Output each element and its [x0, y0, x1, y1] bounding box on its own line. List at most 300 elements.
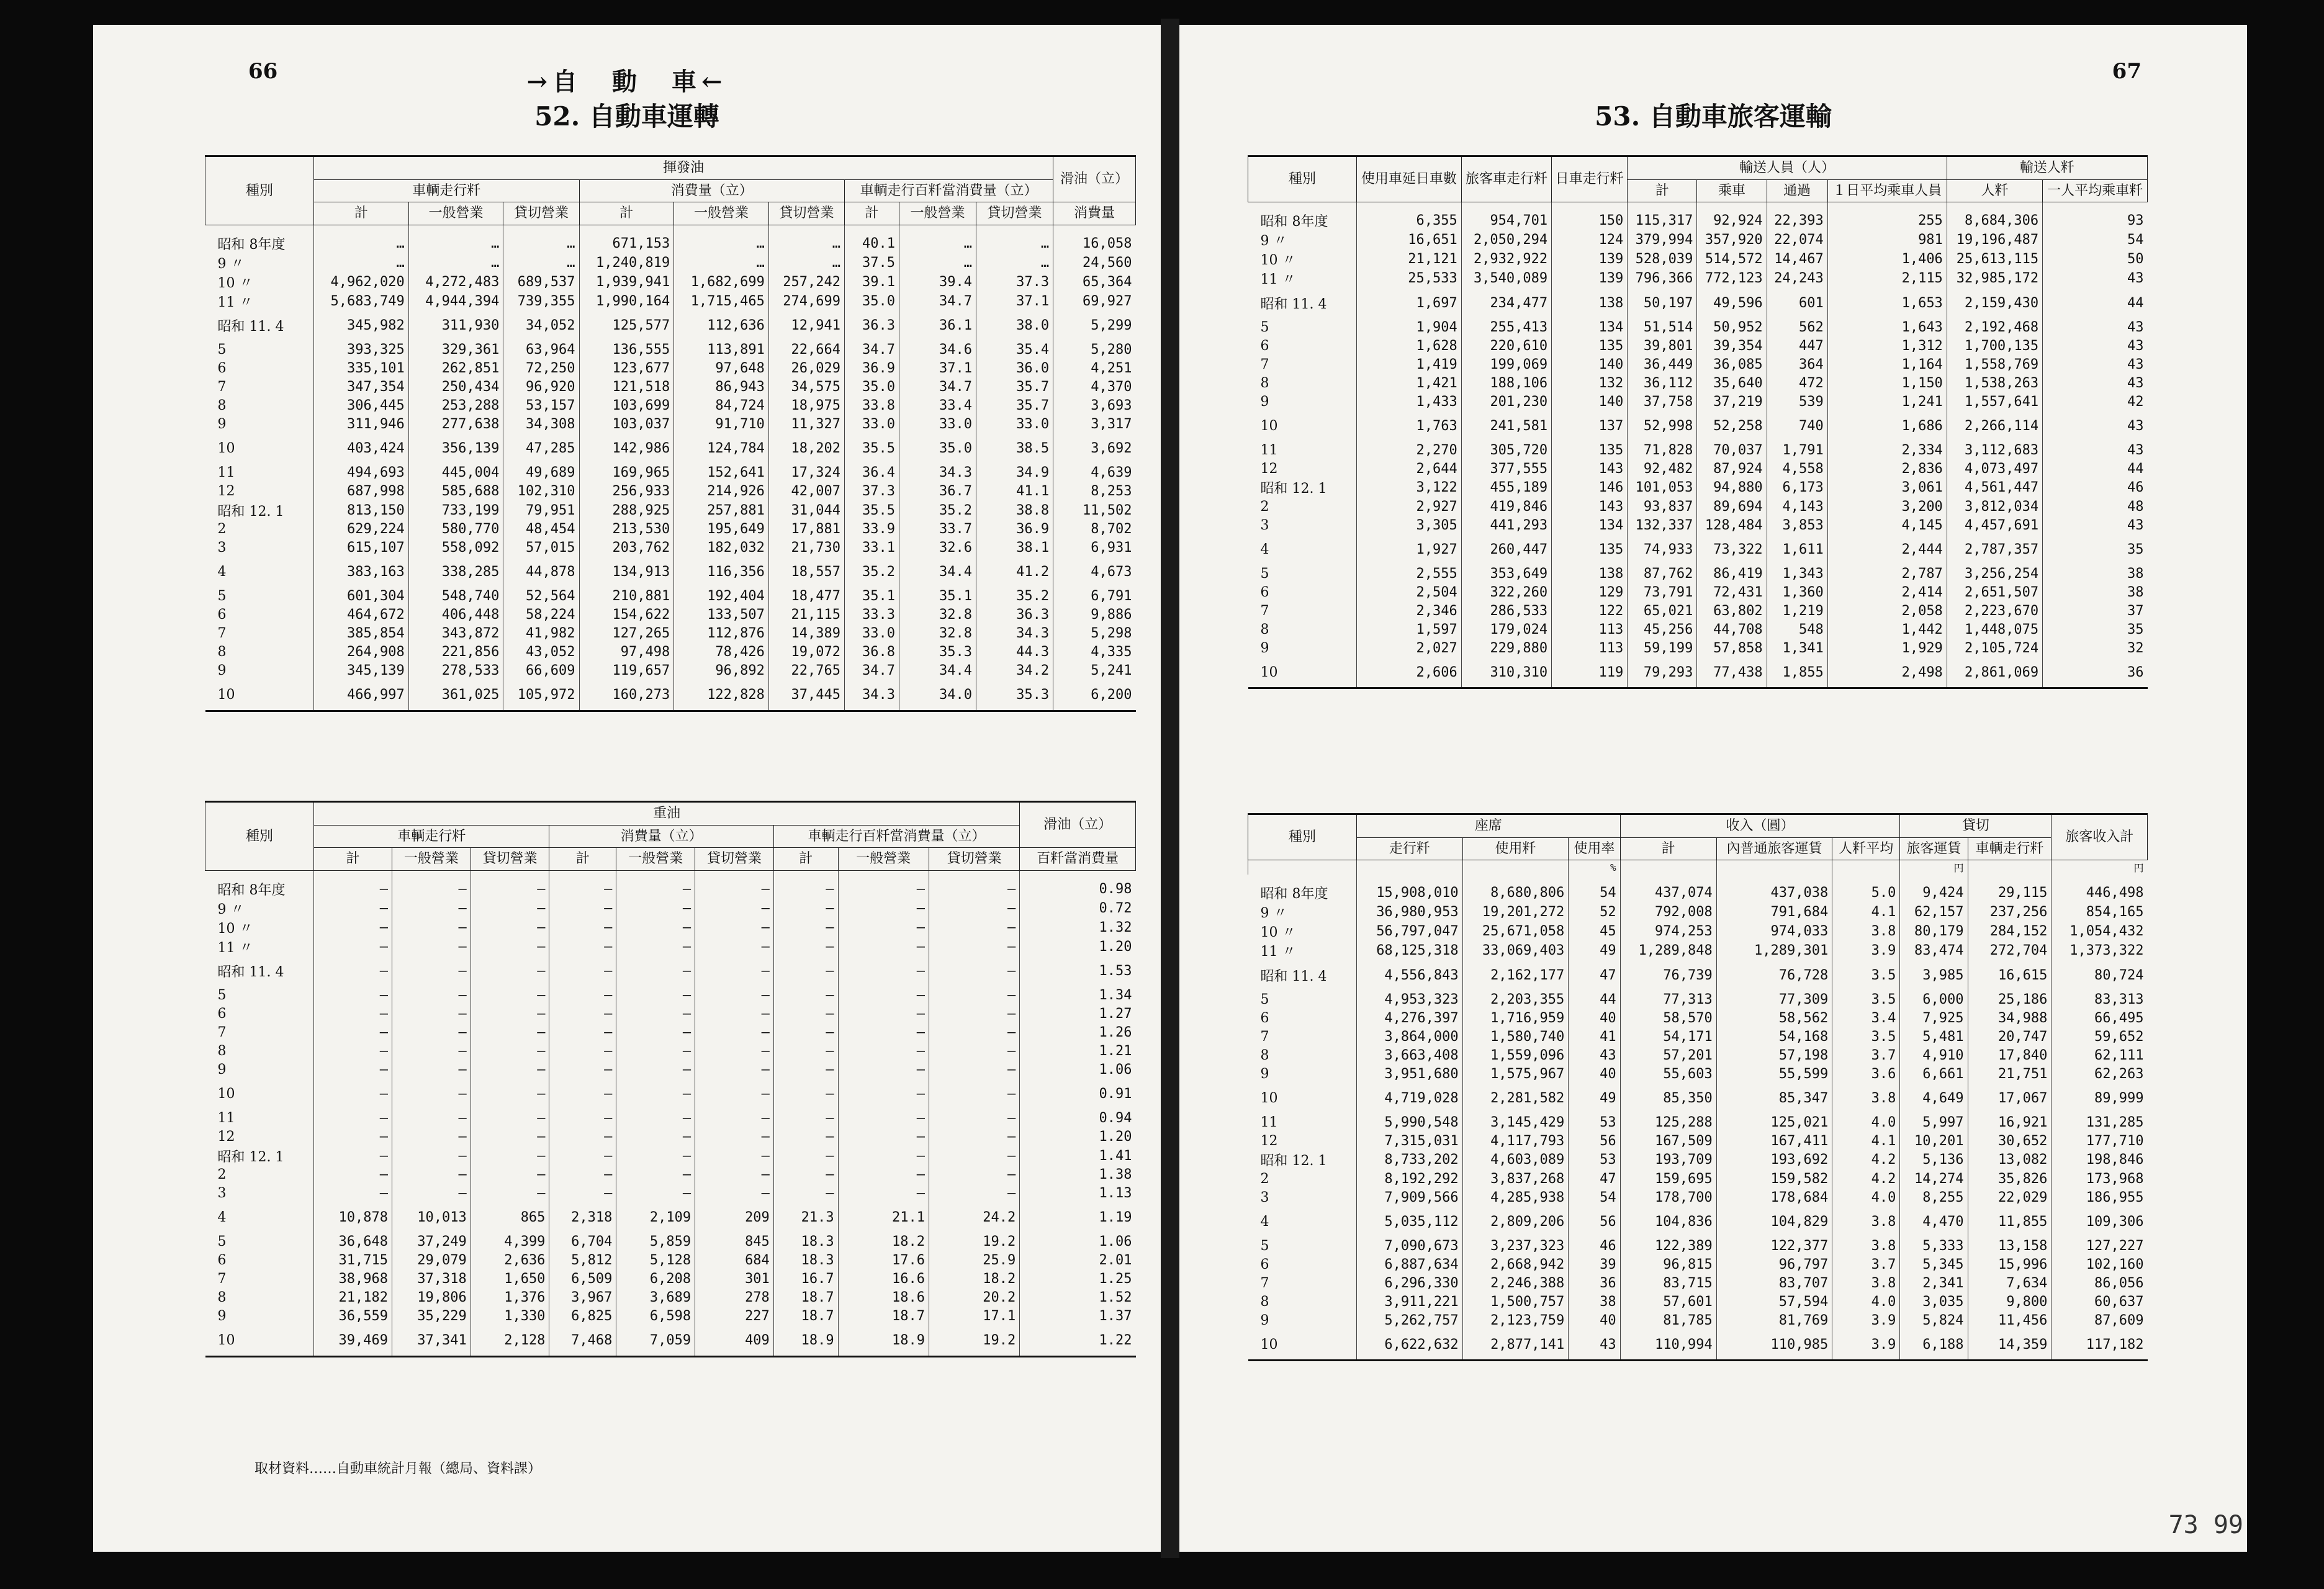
table-row [205, 1326, 1136, 1357]
table-cell: 177,710 [2052, 1132, 2148, 1150]
table-cell: 19,806 [392, 1289, 471, 1307]
table-cell: 92,924 [1697, 202, 1767, 231]
table-cell: 0.91 [1020, 1079, 1136, 1109]
table-cell: 34.7 [899, 292, 976, 311]
unit-cell [1968, 860, 2052, 875]
table-cell: 2,058 [1827, 601, 1947, 620]
table-row [1248, 1255, 2148, 1274]
table-cell: 419,846 [1461, 497, 1551, 516]
table-cell: 37,758 [1628, 392, 1697, 411]
table-row [1248, 1027, 2148, 1046]
table-cell: — [392, 870, 471, 899]
table-cell: — [695, 1146, 774, 1166]
table-cell: 36.9 [845, 359, 899, 378]
table-row [205, 937, 1136, 957]
section-header: →自 動 車← [526, 67, 727, 96]
table-cell: 44 [1569, 990, 1620, 1009]
table-cell: 2,341 [1900, 1274, 1968, 1292]
table-cell: 35,640 [1697, 374, 1767, 392]
table-cell: — [471, 986, 549, 1005]
table-cell: 1,643 [1827, 318, 1947, 336]
table-row [1248, 534, 2148, 564]
table-cell: 63,802 [1697, 601, 1767, 620]
table-row [205, 225, 1136, 253]
row-label: 11 〃 [1260, 944, 1296, 960]
table-cell: 4,558 [1767, 459, 1827, 478]
table-cell: 102,310 [503, 482, 579, 501]
table-cell: 53,157 [503, 397, 579, 415]
table-cell: 66,609 [503, 662, 579, 680]
table-cell: 87,924 [1697, 459, 1767, 478]
table-row [1248, 411, 2148, 441]
table-cell: — [695, 937, 774, 957]
table-cell: — [314, 899, 392, 918]
table-cell: 9,800 [1968, 1292, 2052, 1311]
table-cell: 173,968 [2052, 1169, 2148, 1188]
table-cell: 55,599 [1716, 1065, 1832, 1083]
table-cell: — [929, 1166, 1019, 1184]
row-label: 5 [1260, 565, 1269, 582]
table-cell: — [695, 918, 774, 937]
table-cell: 1,597 [1357, 620, 1462, 639]
table-cell: 44 [2043, 459, 2148, 478]
table-cell: — [616, 937, 695, 957]
table-cell: 865 [471, 1203, 549, 1233]
table-cell: 19.2 [929, 1326, 1019, 1357]
table-cell: 11,855 [1968, 1207, 2052, 1236]
table-cell: — [471, 957, 549, 986]
table-cell: 40.1 [845, 225, 899, 253]
table-cell: 4,561,447 [1947, 478, 2042, 497]
table-row [1248, 441, 2148, 459]
table-cell: 20,747 [1968, 1027, 2052, 1046]
table-cell: 2,128 [471, 1326, 549, 1357]
table-cell: 1.26 [1020, 1024, 1136, 1042]
col-header: 旅客運賃 [1900, 837, 1968, 860]
col-header: 旅客收入計 [2052, 814, 2148, 860]
table-cell: 35.3 [899, 643, 976, 662]
table-cell: 123,677 [579, 359, 674, 378]
table-cell: — [616, 1061, 695, 1079]
table-cell: 733,199 [408, 501, 503, 520]
table-cell: — [616, 1109, 695, 1128]
table-cell: 125,288 [1620, 1113, 1716, 1132]
table-cell: 84,724 [674, 397, 769, 415]
table-cell: 1,442 [1827, 620, 1947, 639]
table-cell: — [773, 1128, 838, 1146]
row-label: 昭和 11. 4 [217, 965, 284, 980]
table-row [1248, 516, 2148, 534]
table-cell: 1,927 [1357, 534, 1462, 564]
table-cell: 9,424 [1900, 875, 1968, 903]
table-cell: 437,074 [1620, 875, 1716, 903]
table-cell: 3,317 [1053, 415, 1136, 434]
table-cell: 35.3 [976, 680, 1053, 711]
row-label: 4 [1260, 1213, 1269, 1230]
table-cell: 38 [2043, 583, 2148, 601]
table-cell: 4.0 [1832, 1188, 1900, 1207]
row-label: 9 〃 [1260, 233, 1287, 249]
table-cell: 7,468 [549, 1326, 616, 1357]
table-cell: 2,877,141 [1462, 1330, 1569, 1361]
table-cell: — [695, 870, 774, 899]
table-cell: 66,495 [2052, 1009, 2148, 1027]
table-cell: 796,366 [1628, 269, 1697, 288]
table-cell: — [471, 1005, 549, 1024]
table-cell: 39.4 [899, 272, 976, 292]
row-label: 9 [217, 1062, 227, 1078]
table-cell: — [549, 957, 616, 986]
table-cell: 301 [695, 1270, 774, 1289]
table-cell: 277,638 [408, 415, 503, 434]
table-cell: 16,615 [1968, 960, 2052, 990]
unit-cell [1716, 860, 1832, 875]
table-cell: 39 [1569, 1255, 1620, 1274]
table-cell: — [929, 957, 1019, 986]
table-cell: 601 [1767, 288, 1827, 318]
table-cell: 2,027 [1357, 639, 1462, 657]
table-cell: 124,784 [674, 434, 769, 464]
table-row [205, 501, 1136, 520]
table-cell: 14,467 [1767, 250, 1827, 269]
table-cell: 1,448,075 [1947, 620, 2042, 639]
table-cell: 35.5 [845, 501, 899, 520]
row-label: 10 [1260, 1090, 1278, 1106]
table-cell: 17,840 [1968, 1046, 2052, 1065]
table-cell: 8,192,292 [1357, 1169, 1463, 1188]
table-cell: 21,182 [314, 1289, 392, 1307]
table-cell: — [695, 1128, 774, 1146]
table-cell: 4,910 [1900, 1046, 1968, 1065]
table-cell: 37,249 [392, 1233, 471, 1251]
table-row [205, 662, 1136, 680]
table-cell: 2,346 [1357, 601, 1462, 620]
table-row [1248, 459, 2148, 478]
table-cell: 5,128 [616, 1251, 695, 1270]
table-cell: 35.2 [976, 587, 1053, 606]
table-cell: 1.06 [1020, 1061, 1136, 1079]
table-row [205, 1079, 1136, 1109]
table-cell: — [616, 870, 695, 899]
col-header: 計 [1628, 179, 1697, 202]
row-label: 2 [1260, 1171, 1269, 1187]
table-cell: — [773, 937, 838, 957]
table-cell: 3,237,323 [1462, 1236, 1569, 1255]
table-row [205, 606, 1136, 624]
table-cell: 9,886 [1053, 606, 1136, 624]
table-cell: 29,115 [1968, 875, 2052, 903]
col-header: 日車走行粁 [1552, 156, 1628, 202]
subgroup-header: 車輌走行粁 [314, 825, 549, 848]
table-cell: 1,330 [471, 1307, 549, 1326]
table-cell: 2,270 [1357, 441, 1462, 459]
subgroup-header: 消費量（立） [549, 825, 773, 848]
table-cell: 43,052 [503, 643, 579, 662]
table-cell: 0.98 [1020, 870, 1136, 899]
table-cell: 5,241 [1053, 662, 1136, 680]
table-cell: 3.8 [1832, 1236, 1900, 1255]
table-cell: 16,058 [1053, 225, 1136, 253]
table-cell: 36,559 [314, 1307, 392, 1326]
row-label: 8 [217, 398, 227, 413]
table-cell: 2,504 [1357, 583, 1462, 601]
row-label: 7 [217, 379, 227, 395]
oil-header: 滑油（立） [1053, 156, 1136, 202]
table-row [205, 1005, 1136, 1024]
table-cell: 11,456 [1968, 1311, 2052, 1330]
table-cell: 25,186 [1968, 990, 2052, 1009]
col-header: 計 [845, 202, 899, 225]
subgroup-header: 車輌走行粁 [314, 179, 580, 202]
table-cell: 96,797 [1716, 1255, 1832, 1274]
row-label: 6 [217, 607, 227, 623]
table-cell: 113 [1552, 639, 1628, 657]
table-cell: 159,695 [1620, 1169, 1716, 1188]
table-cell: 29,079 [392, 1251, 471, 1270]
row-label: 7 [1260, 1029, 1269, 1045]
table-cell: — [471, 1184, 549, 1203]
table-row [205, 1109, 1136, 1128]
table-cell: 18,477 [768, 587, 844, 606]
table-cell: 347,354 [314, 378, 409, 397]
table-cell: 220,610 [1461, 336, 1551, 355]
table-cell: 2,498 [1827, 657, 1947, 688]
table-cell: 105,972 [503, 680, 579, 711]
row-label: 昭和 12. 1 [1260, 481, 1327, 497]
table-cell: 3.8 [1832, 922, 1900, 941]
table-row [1248, 1188, 2148, 1207]
table-cell: 8,684,306 [1947, 202, 2042, 231]
table-row [1248, 960, 2148, 990]
row-label: 5 [217, 342, 227, 358]
table-cell: 3.8 [1832, 1274, 1900, 1292]
table-cell: 91,710 [674, 415, 769, 434]
table-cell: 34,052 [503, 311, 579, 341]
table-cell: 792,008 [1620, 903, 1716, 922]
table-cell: 113,891 [674, 341, 769, 359]
table-cell: 18.6 [838, 1289, 929, 1307]
table-cell: 96,815 [1620, 1255, 1716, 1274]
table-cell: 7,315,031 [1357, 1132, 1463, 1150]
table-cell: 138 [1552, 288, 1628, 318]
table-cell: 3.5 [1832, 1027, 1900, 1046]
table-cell: 112,636 [674, 311, 769, 341]
table-cell: 2,644 [1357, 459, 1462, 478]
table-cell: 199,069 [1461, 355, 1551, 374]
table-cell: 97,498 [579, 643, 674, 662]
table-cell: 83,313 [2052, 990, 2148, 1009]
row-label: 10 〃 [1260, 253, 1296, 268]
table-cell: 7,090,673 [1357, 1236, 1463, 1255]
table-cell: 71,828 [1628, 441, 1697, 459]
table-cell: 2,787 [1827, 564, 1947, 583]
table-cell: 33.0 [976, 415, 1053, 434]
units-row [1248, 860, 2148, 875]
table-cell: 446,498 [2052, 875, 2148, 903]
table-cell: 262,851 [408, 359, 503, 378]
row-label: 6 [1260, 584, 1269, 600]
table-row [205, 539, 1136, 557]
table-cell: 63,964 [503, 341, 579, 359]
table-row [1248, 392, 2148, 411]
table-cell: 1,343 [1767, 564, 1827, 583]
table-cell: 250,434 [408, 378, 503, 397]
table-cell: — [838, 1166, 929, 1184]
table-cell: 3.8 [1832, 1207, 1900, 1236]
table-row [205, 359, 1136, 378]
table-cell: 16,651 [1357, 230, 1462, 250]
table-cell: — [314, 1166, 392, 1184]
table-cell: 56 [1569, 1207, 1620, 1236]
unit-cell [1248, 860, 1357, 875]
table-cell: 26,029 [768, 359, 844, 378]
table-cell: 33.0 [845, 624, 899, 643]
table-cell: — [929, 1128, 1019, 1146]
table-cell: 4,470 [1900, 1207, 1968, 1236]
row-label: 11 [1260, 1114, 1278, 1130]
table-cell: 57,594 [1716, 1292, 1832, 1311]
table-row [1248, 601, 2148, 620]
table-cell: 14,359 [1968, 1330, 2052, 1361]
row-label: 11 [217, 1110, 235, 1126]
table-cell: 85,347 [1716, 1083, 1832, 1113]
table-cell: — [392, 1079, 471, 1109]
table-cell: 41.2 [976, 557, 1053, 587]
table-cell: 140 [1552, 392, 1628, 411]
group-header: 輸送人粁 [1947, 156, 2147, 180]
table-row [1248, 1009, 2148, 1027]
table-cell: 65,364 [1053, 272, 1136, 292]
col-header: 貸切營業 [503, 202, 579, 225]
table-cell: 35 [2043, 534, 2148, 564]
table-cell: — [314, 957, 392, 986]
table-cell: 5,262,757 [1357, 1311, 1463, 1330]
table-cell: 19,201,272 [1462, 903, 1569, 922]
table-row [205, 624, 1136, 643]
table-row [1248, 1292, 2148, 1311]
row-label: 6 [217, 1006, 227, 1022]
group-header: 輸送人員（人） [1628, 156, 1947, 180]
table-cell: 11,327 [768, 415, 844, 434]
row-label: 9 [1260, 640, 1269, 656]
table-row [1248, 875, 2148, 903]
table-cell: 286,533 [1461, 601, 1551, 620]
table-cell: 615,107 [314, 539, 409, 557]
table-cell: 3.4 [1832, 1009, 1900, 1027]
table-cell: 36 [1569, 1274, 1620, 1292]
table-cell: 81,785 [1620, 1311, 1716, 1330]
table-cell: 49 [1569, 1083, 1620, 1113]
table-cell: 38.1 [976, 539, 1053, 557]
table-cell: 2,162,177 [1462, 960, 1569, 990]
col-header: 貸切營業 [929, 848, 1019, 871]
table-cell: 41.1 [976, 482, 1053, 501]
table-row [1248, 1207, 2148, 1236]
table-cell: 54 [2043, 230, 2148, 250]
table-cell: — [773, 1005, 838, 1024]
table-cell: 34.4 [899, 557, 976, 587]
table-cell: — [838, 1061, 929, 1079]
table-cell: 18.7 [773, 1307, 838, 1326]
table-cell: 32,985,172 [1947, 269, 2042, 288]
table-cell: — [392, 937, 471, 957]
table-cell: 76,739 [1620, 960, 1716, 990]
table-cell: 143 [1552, 459, 1628, 478]
table-cell: — [314, 1109, 392, 1128]
table-cell: 25.9 [929, 1251, 1019, 1270]
col-header: 貸切營業 [695, 848, 774, 871]
table-cell: 4,673 [1053, 557, 1136, 587]
table-cell: 37,445 [768, 680, 844, 711]
table-cell: 47 [1569, 960, 1620, 990]
col-header: 一般營業 [616, 848, 695, 871]
table-cell: 3,112,683 [1947, 441, 2042, 459]
table-row [1248, 230, 2148, 250]
table-cell: 6,188 [1900, 1330, 1968, 1361]
table-cell: 83,474 [1900, 941, 1968, 960]
table-cell: 22,664 [768, 341, 844, 359]
col-header: 通過 [1767, 179, 1827, 202]
table-cell: — [392, 1166, 471, 1184]
table-cell: 6,661 [1900, 1065, 1968, 1083]
table-cell: 343,872 [408, 624, 503, 643]
table-cell: 383,163 [314, 557, 409, 587]
table-cell: 3,256,254 [1947, 564, 2042, 583]
table-cell: 4,603,089 [1462, 1150, 1569, 1169]
table-cell: 43 [2043, 411, 2148, 441]
table-cell: 2,334 [1827, 441, 1947, 459]
table-cell: — [616, 957, 695, 986]
table-cell: 2,109 [616, 1203, 695, 1233]
table-cell: 182,032 [674, 539, 769, 557]
table-cell: 33.0 [899, 415, 976, 434]
table-cell: — [929, 1109, 1019, 1128]
table-row [205, 520, 1136, 539]
table-cell: 83,715 [1620, 1274, 1716, 1292]
table-row [205, 1166, 1136, 1184]
table-cell: … [408, 253, 503, 272]
table-cell: 7,634 [1968, 1274, 2052, 1292]
table-cell: — [838, 986, 929, 1005]
table-cell: 43 [1569, 1330, 1620, 1361]
table-cell: 62,111 [2052, 1046, 2148, 1065]
table-cell: 8,702 [1053, 520, 1136, 539]
table-row [1248, 620, 2148, 639]
table-cell: 4,953,323 [1357, 990, 1463, 1009]
table-cell: 2,115 [1827, 269, 1947, 288]
table-cell: — [616, 986, 695, 1005]
table-row [205, 587, 1136, 606]
table-cell: 96,920 [503, 378, 579, 397]
table-cell: 1,763 [1357, 411, 1462, 441]
table-cell: 4,276,397 [1357, 1009, 1463, 1027]
table-cell: 377,555 [1461, 459, 1551, 478]
row-label: 4 [1260, 541, 1269, 557]
table-cell: 79,293 [1628, 657, 1697, 688]
table-cell: 37,341 [392, 1326, 471, 1357]
table-cell: 3.6 [1832, 1065, 1900, 1083]
col-header: １日平均乘車人員 [1827, 179, 1947, 202]
table-cell: 18,975 [768, 397, 844, 415]
table-row [1248, 941, 2148, 960]
table-cell: 47,285 [503, 434, 579, 464]
table-cell: — [929, 986, 1019, 1005]
table-cell: 1.37 [1020, 1307, 1136, 1326]
table-row [205, 272, 1136, 292]
table-cell: 7,909,566 [1357, 1188, 1463, 1207]
row-label: 10 〃 [1260, 925, 1296, 940]
table-cell: — [838, 870, 929, 899]
